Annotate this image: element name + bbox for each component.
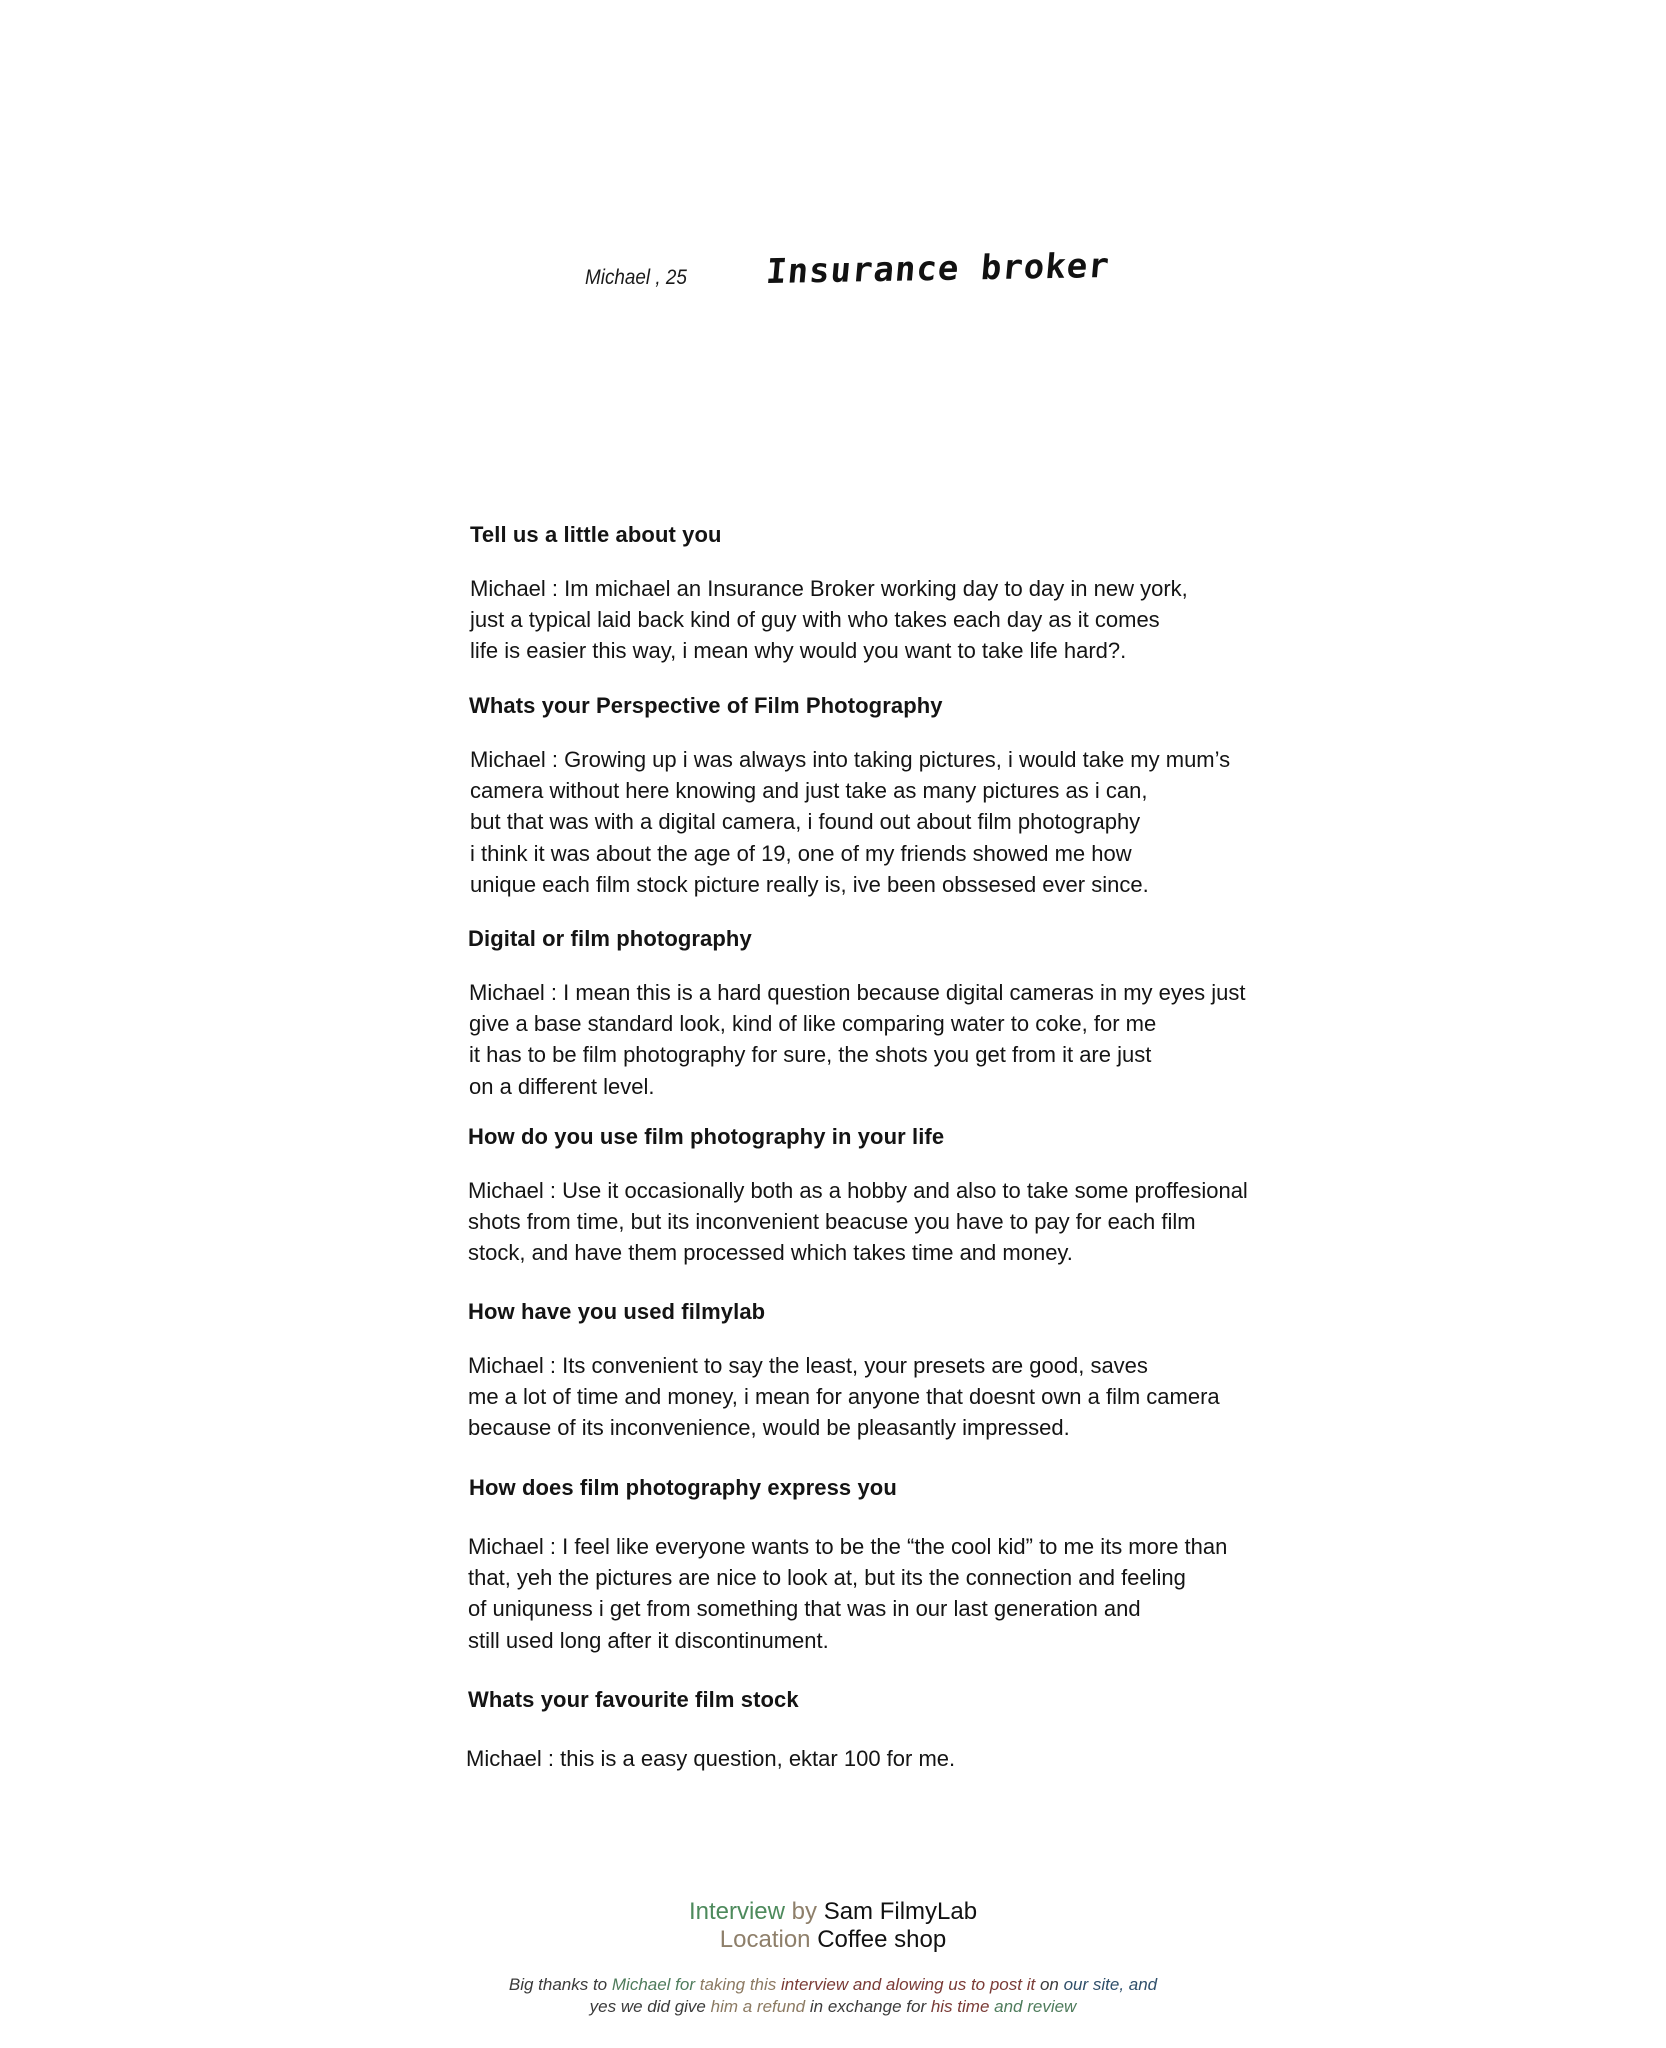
answer-3 [469,977,1246,1102]
answer-line: just a typical laid back kind of guy with who takes each day as it comes [470,607,1160,633]
answer-line: Michael : Im michael an Insurance Broker working day to day in new york, [470,576,1188,601]
interview-label: Interview [688,1898,785,1925]
interviewer-name: Sam FilmyLab [823,1898,978,1925]
question-4: How do you use film photography in your life [468,1124,945,1149]
answer-line: life is easier this way, i mean why would you want to take life hard?. [470,638,1127,664]
thanks-fragment: him a refund [710,1997,810,2016]
thanks-line-2 [0,1996,1666,2018]
thanks-fragment: interview and [781,1975,886,1994]
question-2: Whats your Perspective of Film Photography [469,693,943,718]
location-credit [0,1926,1666,1954]
answer-line: it has to be film photography for sure, the shots you get from it are just [469,1042,1152,1068]
thanks-fragment: taking this [699,1975,782,1994]
question-1: Tell us a little about you [470,522,722,547]
name-age-label: Michael , 25 [585,266,687,289]
question-5: How have you used filmylab [468,1299,766,1324]
location-value: Coffee shop [817,1926,947,1953]
question-6: How does film photography express you [469,1475,897,1500]
by-label: by [791,1898,818,1925]
location-label: Location [719,1926,811,1953]
thanks-fragment: in [809,1997,828,2016]
thanks-fragment: Big thanks to [508,1975,612,1994]
answer-4 [468,1175,1248,1269]
answer-5 [468,1350,1220,1444]
thanks-fragment: our site, and [1063,1975,1158,1994]
answer-line: Michael : I feel like everyone wants to be the “the cool kid” to me its more than [468,1534,1228,1559]
answer-line: Michael : Use it occasionally both as a hobby and also to take some proffesional [468,1178,1248,1203]
question-7: Whats your favourite film stock [468,1687,799,1712]
thanks-fragment: and review [994,1997,1077,2016]
answer-line: Michael : Its convenient to say the least, your presets are good, saves [468,1353,1148,1378]
answer-line: of uniquness i get from something that was in our last generation and [468,1596,1141,1622]
answer-line: Michael : I mean this is a hard question because digital cameras in my eyes just [469,980,1246,1005]
thanks-fragment: alowing us to post it [885,1975,1040,1994]
answer-line: Michael : this is a easy question, ektar 100 for me. [466,1746,956,1771]
thanks-fragment: his time [930,1997,995,2016]
occupation-title: Insurance broker [764,246,1112,293]
answer-line: still used long after it discontinument. [468,1627,829,1653]
thanks-line-1 [0,1974,1666,1996]
answer-line: me a lot of time and money, i mean for anyone that doesnt own a film camera [468,1384,1220,1410]
interview-credit [0,1898,1666,1926]
answer-line: shots from time, but its inconvenient beacuse you have to pay for each film [468,1209,1196,1235]
answer-line: camera without here knowing and just take as many pictures as i can, [470,778,1148,804]
thanks-fragment: on [1039,1975,1064,1994]
answer-line: on a different level. [469,1073,655,1099]
answer-line: Michael : Growing up i was always into taking pictures, i would take my mum’s [470,747,1231,772]
thanks-fragment: yes we did give [589,1997,711,2016]
answer-line: i think it was about the age of 19, one of my friends showed me how [470,840,1132,866]
thanks-fragment: exchange for [827,1997,931,2016]
answer-1 [470,573,1188,667]
answer-line: that, yeh the pictures are nice to look at, but its the connection and feeling [468,1565,1186,1591]
thanks-fragment: Michael for [611,1975,700,1994]
answer-line: stock, and have them processed which takes time and money. [468,1240,1073,1266]
answer-2 [470,744,1230,900]
answer-line: but that was with a digital camera, i found out about film photography [470,809,1141,835]
answer-line: give a base standard look, kind of like comparing water to coke, for me [469,1011,1157,1037]
answer-line: because of its inconvenience, would be pleasantly impressed. [468,1415,1070,1441]
answer-line: unique each film stock picture really is, ive been obssesed ever since. [470,871,1149,897]
question-3: Digital or film photography [468,926,752,951]
answer-6 [468,1531,1227,1656]
answer-7 [466,1743,955,1774]
